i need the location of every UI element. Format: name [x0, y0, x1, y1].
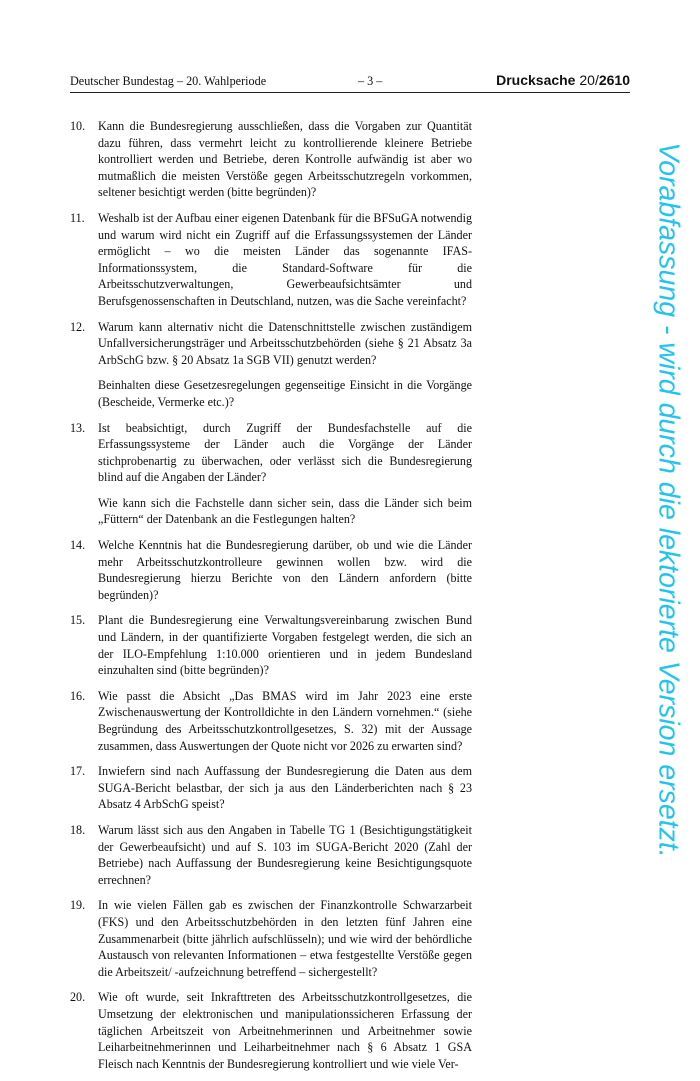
question-text: Ist beabsichtigt, durch Zugriff der Bundesfachstelle auf die Erfassungssysteme der Länder auch die Vorgänge der Länder stichprobenartig zu überwachen, oder verlässt sich die Bundesregierung blind auf die Angaben der Länder? [98, 420, 472, 485]
question-item [70, 822, 472, 888]
question-item [70, 319, 472, 411]
header-drucksache [496, 72, 630, 88]
question-item [70, 897, 472, 980]
question-text: Warum lässt sich aus den Angaben in Tabelle TG 1 (Besichtigungstätigkeit der Gewerbeaufsicht) und auf S. 103 im SUGA-Bericht 2020 (Zahl der Betriebe) nach Auffassung der Bundesregierung keine Besichtigungsquote errechnen? [98, 822, 472, 887]
question-number: 12. [70, 319, 86, 334]
question-number: 14. [70, 538, 86, 553]
question-number: 19. [70, 898, 86, 913]
question-text: In wie vielen Fällen gab es zwischen der Finanzkontrolle Schwarzarbeit (FKS) und den Arbeitsschutzbehörden in den letzten fünf Jahren eine Zusammenarbeit (bitte jährlich aufschlüsseln); und wie wird der behördliche Austausch von relevanten Informationen – etwa festgestellte Verstöße gegen die Arbeitszeit/ -aufzeichnung betreffend – sichergestellt? [98, 898, 472, 979]
drucksache-number-prefix: 20/ [579, 72, 599, 88]
question-item [70, 763, 472, 813]
question-item [70, 688, 472, 754]
drucksache-number-suffix: 2610 [598, 72, 630, 88]
question-item [70, 989, 472, 1072]
header-publication: Deutscher Bundestag – 20. Wahlperiode [70, 74, 267, 88]
question-text: Weshalb ist der Aufbau einer eigenen Datenbank für die BFSuGA notwendig und warum wird nicht ein Zugriff auf die Erfassungssystemen der Länder ermöglicht – wo die meisten Länder das sogenannte IFAS-Informationssystem, die Standard-Software für die Arbeitsschutzverwaltungen, Gewerbeaufsichtsämter und Berufsgenossenschaften in Deutschland, nutzen, was die Sache vereinfacht? [98, 210, 472, 308]
question-number: 10. [70, 119, 86, 133]
question-number: 15. [70, 613, 86, 628]
question-list [70, 118, 472, 1081]
question-item [70, 612, 472, 678]
page-header [70, 72, 630, 93]
question-number: 13. [70, 420, 86, 435]
question-number: 17. [70, 764, 86, 779]
drucksache-label: Drucksache [496, 72, 580, 88]
question-item [70, 420, 472, 529]
question-number: 11. [70, 210, 85, 225]
question-text: Beinhalten diese Gesetzesregelungen gegenseitige Einsicht in die Vorgänge (Bescheide, Vermerke etc.)? [98, 378, 472, 409]
question-text: Welche Kenntnis hat die Bundesregierung darüber, ob und wie die Länder mehr Arbeitsschutzkontrolleure gewinnen wollen bzw. wird die Bundesregierung hierzu Berichte von den Ländern anfordern (bitte begründen)? [98, 538, 472, 602]
question-text: Wie passt die Absicht „Das BMAS wird im Jahr 2023 eine erste Zwischenauswertung der Kontrolldichte in den Ländern vornehmen.“ (siehe Begründung des Arbeitsschutzkontrollgesetzes, S. 32) mit der Aussage zusammen, dass Auswertungen der Quote nicht vor 2026 zu erwarten sind? [98, 688, 472, 753]
question-text: Kann die Bundesregierung ausschließen, dass die Vorgaben zur Quantität dazu führen, dass vermehrt leicht zu kontrollierende kleinere Betriebe kontrolliert werden und Betriebe, deren Kontrolle aufwändig ist aber wo mutmaßlich die meisten Verstöße gegen Arbeitsschutzregeln vorkommen, seltener besichtigt werden (bitte begründen)? [98, 119, 472, 200]
question-item [70, 537, 472, 603]
question-text: Wie oft wurde, seit Inkrafttreten des Arbeitsschutzkontrollgesetzes, die Umsetzung der elektronischen und manipulationssicheren Erfassung der täglichen Arbeitszeit von Arbeitnehmerinnen und Arbeitnehmer sowie Leiharbeitnehmerinnen und Leiharbeitnehmer nach § 6 Absatz 1 GSA Fleisch nach Kenntnis der Bundesregierung kontrolliert und wie viele Ver- [98, 990, 472, 1071]
question-item [70, 118, 472, 201]
question-text: Plant die Bundesregierung eine Verwaltungsvereinbarung zwischen Bund und Ländern, in der quantifizierte Vorgaben festgelegt werden, die sich an der ILO-Empfehlung 1:10.000 orientieren und in jedem Bundesland einzuhalten sind (bitte begründen)? [98, 613, 472, 678]
question-number: 16. [70, 688, 86, 703]
question-number: 18. [70, 822, 86, 837]
question-text: Warum kann alternativ nicht die Datenschnittstelle zwischen zuständigem Unfallversicherungsträger und Arbeitsschutzbehörden (siehe § 21 Absatz 3a ArbSchG bzw. § 20 Absatz 1a SGB VII) genutzt werden? [98, 319, 472, 367]
question-number: 20. [70, 990, 86, 1005]
draft-watermark: Vorabfassung - wird durch die lektorierte Version ersetzt. [652, 142, 685, 858]
question-text: Inwiefern sind nach Auffassung der Bundesregierung die Daten aus dem SUGA-Bericht belastbar, der sich ja aus den Länderberichten nach § 23 Absatz 4 ArbSchG speist? [98, 764, 472, 812]
question-item [70, 210, 472, 310]
header-page-number: – 3 – [358, 74, 383, 88]
question-text: Wie kann sich die Fachstelle dann sicher sein, dass die Länder sich beim „Füttern“ der Datenbank an die Festlegungen halten? [98, 495, 472, 527]
